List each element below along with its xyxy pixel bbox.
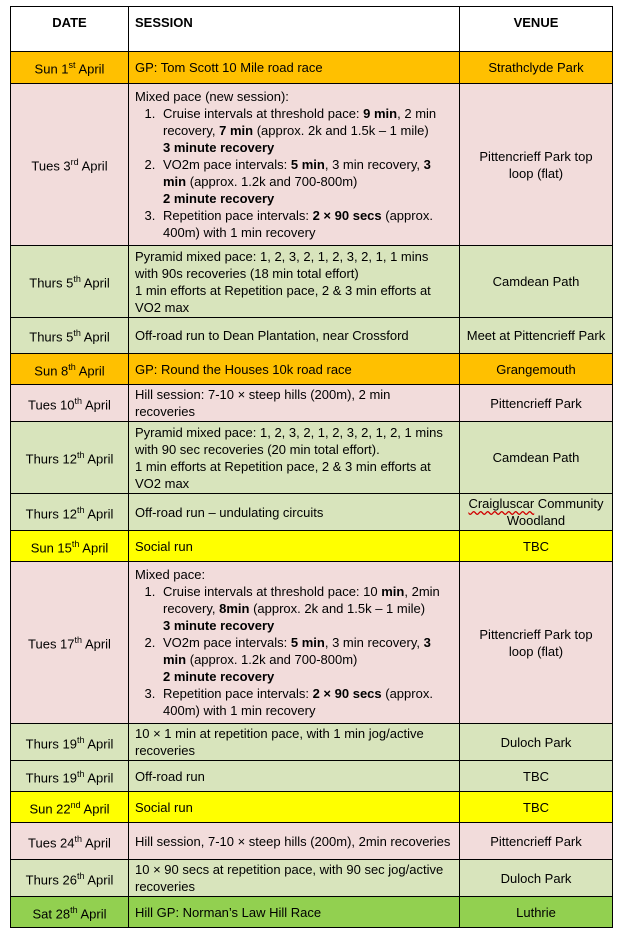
date-ordinal-suffix: th [70,904,78,915]
session-text: (approx. 400m) with 1 min recovery [163,208,433,240]
date-cell [11,531,129,562]
session-text: 1 min efforts at Repetition pace, 2 & 3 min efforts at VO2 max [135,458,431,491]
session-text: 10 × 1 min at repetition pace, with 1 min jog/active recoveries [135,726,424,758]
schedule-row [11,354,613,385]
date-ordinal-suffix: th [73,328,81,339]
venue-cell: Pittencrieff Park top loop (flat) [460,84,613,246]
date-ordinal-suffix: th [71,538,80,549]
date-cell [11,897,129,928]
session-text: Cruise intervals at threshold pace: [163,106,364,121]
date-cell [11,246,129,318]
date-cell [11,385,129,422]
session-text: (approx. 1.2k and 700-800m) [186,652,358,667]
date-ordinal-suffix: th [76,870,85,881]
schedule-row [11,897,613,928]
date-ordinal-suffix: th [76,734,85,745]
date-cell [11,318,129,354]
date-ordinal-suffix: th [73,274,81,285]
date-day: Sun 8 [34,363,69,379]
session-line [135,538,453,555]
session-cell [129,318,460,354]
date-day: Tues 17 [28,636,75,652]
date-month: April [77,906,107,922]
session-line [135,904,453,921]
schedule-row [11,761,613,792]
venue-cell [460,494,613,531]
date-day: Tues 3 [31,158,71,174]
venue-name-rest: Community Woodland [506,496,604,528]
session-text: 10 × 90 secs at repetition pace, with 90 sec jog/active recoveries [135,862,444,894]
session-text: (approx. 400m) with 1 min recovery [163,686,433,718]
session-cell [129,897,460,928]
session-text-bold: 9 min [363,106,398,121]
session-text: Social run [135,799,193,815]
date-day: Thurs 5 [29,275,74,291]
date-month: April [78,158,108,174]
session-line [135,833,453,850]
session-text-bold: 7 min [219,123,254,138]
date-month: April [79,540,109,556]
date-day: Tues 10 [28,397,75,413]
session-line [135,799,453,816]
date-month: April [75,61,105,77]
date-day: Sun 22 [29,801,71,817]
date-ordinal-suffix: th [74,635,83,646]
session-step [159,634,453,685]
venue-cell: Pittencrieff Park [460,385,613,422]
date-day: Thurs 19 [25,736,77,752]
date-cell [11,354,129,385]
date-column-header: DATE [11,7,129,52]
session-text-bold: 5 min [290,635,325,650]
session-text-bold: 2 × 90 secs [312,686,382,701]
venue-cell: Pittencrieff Park top loop (flat) [460,562,613,724]
session-text: Hill session, 7-10 × steep hills (200m), 2min recoveries [135,833,451,849]
date-ordinal-suffix: st [68,60,76,71]
date-month: April [84,770,114,786]
venue-cell: Strathclyde Park [460,52,613,84]
session-text: 1 min efforts at Repetition pace, 2 & 3 min efforts at VO2 max [135,282,431,315]
date-cell [11,494,129,531]
session-cell [129,724,460,761]
date-cell [11,84,129,246]
date-cell [11,860,129,897]
date-ordinal-suffix: th [68,361,76,372]
session-cell [129,823,460,860]
session-text: Repetition pace intervals: [163,686,313,701]
session-line [135,861,453,895]
venue-name-misspell-flag: Craigluscar [468,496,535,511]
date-ordinal-suffix: nd [70,799,81,810]
date-day: Sun 15 [30,540,72,556]
session-text: (approx. 2k and 1.5k – 1 mile) [249,601,426,616]
schedule-row [11,860,613,897]
session-text: Off-road run – undulating circuits [135,504,324,520]
schedule-row [11,318,613,354]
date-month: April [82,636,111,652]
session-text: , 3 min recovery, [324,635,424,650]
date-month: April [84,451,114,467]
session-cell [129,562,460,724]
session-text: Pyramid mixed pace: 1, 2, 3, 2, 1, 2, 3, 2, 1, 1 mins with 90s recoveries (18 min total effort) [135,248,429,281]
session-cell [129,531,460,562]
venue-cell: Pittencrieff Park [460,823,613,860]
venue-cell: TBC [460,792,613,823]
schedule-row [11,246,613,318]
session-cell [129,354,460,385]
venue-column-header: VENUE [460,7,613,52]
session-intro: Mixed pace (new session): [135,89,289,104]
schedule-row [11,494,613,531]
schedule-row [11,562,613,724]
session-text: , 2min recovery, [163,584,440,616]
session-text: VO2m pace intervals: [163,635,291,650]
date-ordinal-suffix: th [76,768,85,779]
session-text: GP: Tom Scott 10 Mile road race [135,60,323,75]
venue-cell: Grangemouth [460,354,613,385]
session-steps [135,105,453,241]
date-month: April [84,736,114,752]
venue-cell: TBC [460,531,613,562]
date-day: Sat 28 [32,906,71,922]
session-step [159,685,453,719]
session-cell [129,860,460,897]
session-text: Off-road run to Dean Plantation, near Crossford [135,328,409,343]
date-month: April [82,835,111,851]
date-month: April [84,506,114,522]
session-text-bold: 5 min [290,157,325,172]
date-cell [11,761,129,792]
session-text-bold: 3 minute recovery [163,618,275,633]
session-text: GP: Round the Houses 10k road race [135,361,352,377]
date-month: April [80,329,110,345]
session-text: Social run [135,538,193,554]
session-text: Hill GP: Norman’s Law Hill Race [135,904,322,920]
date-cell [11,823,129,860]
session-text-bold: 2 minute recovery [163,191,275,206]
session-text: Hill session: 7-10 × steep hills (200m), 2 min recoveries [135,387,391,419]
schedule-row [11,422,613,494]
schedule-row [11,823,613,860]
schedule-row [11,84,613,246]
session-text: Off-road run [135,768,205,784]
session-cell [129,422,460,494]
session-text: Pyramid mixed pace: 1, 2, 3, 2, 1, 2, 3, 2, 1, 2, 1 mins with 90 sec recoveries (20 min total effort). [135,424,443,457]
date-day: Thurs 12 [25,451,77,467]
session-cell [129,761,460,792]
date-day: Thurs 5 [29,329,74,345]
session-line [135,725,453,759]
session-text-bold: 3 min [163,157,431,189]
schedule-row [11,52,613,84]
session-step [159,156,453,207]
session-cell [129,494,460,531]
session-text: VO2m pace intervals: [163,157,291,172]
date-cell [11,724,129,761]
date-cell [11,792,129,823]
session-line [135,282,453,316]
session-cell [129,792,460,823]
session-text-bold: 8min [219,601,250,616]
session-cell [129,84,460,246]
date-ordinal-suffix: th [74,833,83,844]
session-steps [135,583,453,719]
session-text: Cruise intervals at threshold pace: 10 [163,584,382,599]
session-cell [129,52,460,84]
date-day: Sun 1 [34,61,69,77]
session-cell [129,246,460,318]
training-schedule-table [10,6,613,928]
venue-cell: Duloch Park [460,860,613,897]
date-ordinal-suffix: th [74,395,83,406]
session-line [135,361,453,378]
date-cell [11,52,129,84]
venue-cell: Duloch Park [460,724,613,761]
date-ordinal-suffix: th [76,504,85,515]
session-line [135,386,453,420]
session-text-bold: 2 minute recovery [163,669,275,684]
session-text: Repetition pace intervals: [163,208,313,223]
session-text: , 2 min recovery, [163,106,437,138]
date-ordinal-suffix: rd [70,157,79,168]
venue-cell: Camdean Path [460,246,613,318]
schedule-row [11,724,613,761]
session-text: , 3 min recovery, [324,157,424,172]
session-line [135,327,453,344]
session-text: (approx. 1.2k and 700-800m) [186,174,358,189]
session-text: (approx. 2k and 1.5k – 1 mile) [253,123,429,138]
header-row [11,7,613,52]
session-cell [129,385,460,422]
schedule-body [11,52,613,928]
date-day: Tues 24 [28,835,75,851]
date-day: Thurs 26 [25,872,77,888]
date-day: Thurs 19 [25,770,77,786]
session-text-bold: 2 × 90 secs [312,208,382,223]
session-step [159,207,453,241]
date-month: April [75,363,105,379]
date-cell [11,562,129,724]
session-step [159,583,453,634]
session-step [159,105,453,156]
date-month: April [84,872,114,888]
schedule-row [11,531,613,562]
venue-cell: Meet at Pittencrieff Park [460,318,613,354]
session-text-bold: 3 min [163,635,431,667]
session-line [135,504,453,521]
venue-cell: TBC [460,761,613,792]
session-text-bold: min [381,584,405,599]
date-cell [11,422,129,494]
schedule-row [11,385,613,422]
session-line [135,248,453,282]
venue-cell: Luthrie [460,897,613,928]
session-intro: Mixed pace: [135,567,206,582]
venue-cell: Camdean Path [460,422,613,494]
session-text-bold: 3 minute recovery [163,140,275,155]
schedule-row [11,792,613,823]
session-line [135,768,453,785]
session-line [135,458,453,492]
date-month: April [82,397,111,413]
date-ordinal-suffix: th [76,450,85,461]
date-day: Thurs 12 [25,506,77,522]
session-line [135,424,453,458]
session-line [135,59,453,76]
date-month: April [80,275,110,291]
session-column-header: SESSION [129,7,460,52]
date-month: April [80,801,110,817]
